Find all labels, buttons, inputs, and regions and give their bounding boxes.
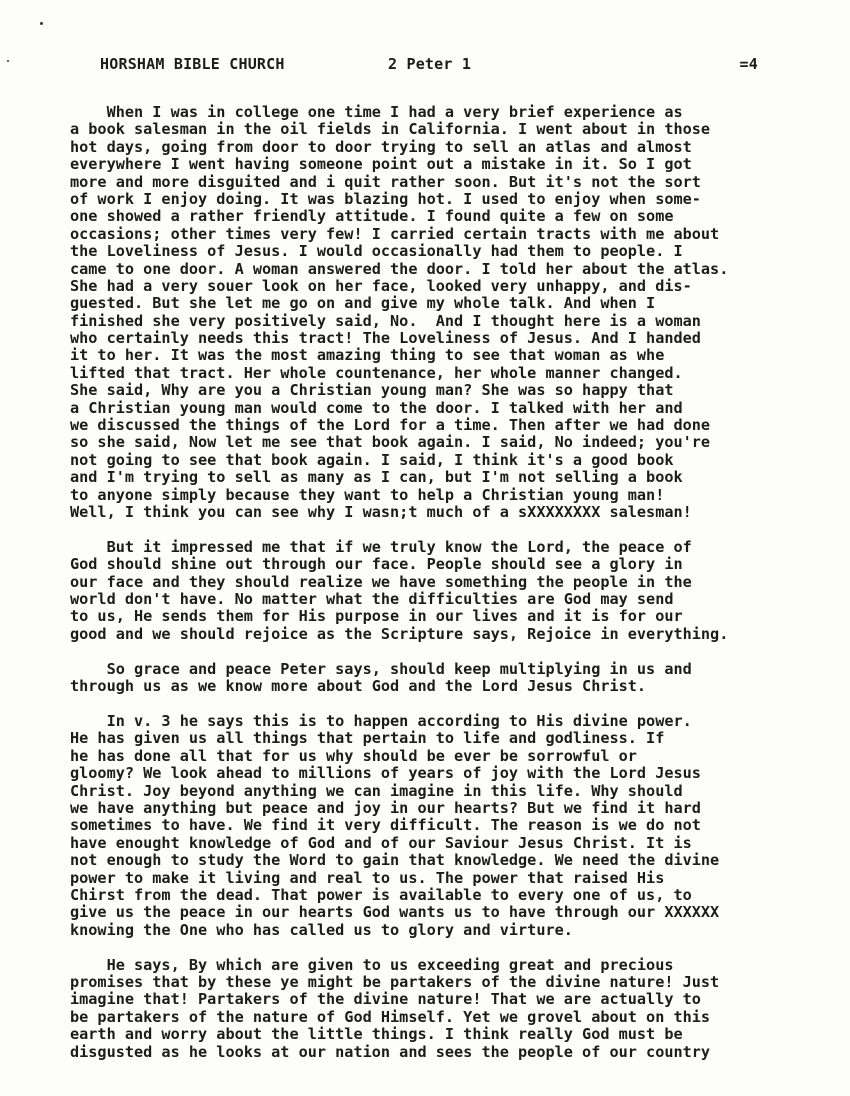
text-line: earth and worry about the little things. I think really God must be: [70, 1025, 683, 1044]
text-line: to anyone simply because they want to help a Christian young man!: [70, 485, 665, 504]
paragraph: [70, 957, 830, 1061]
text-line: imagine that! Partakers of the divine nature! That we are actually to: [70, 990, 701, 1009]
text-line: He says, By which are given to us exceeding great and precious: [70, 955, 674, 974]
paragraph: [70, 713, 830, 939]
text-line: we discussed the things of the Lord for a time. Then after we had done: [70, 416, 711, 435]
text-line: through us as we know more about God and the Lord Jesus Christ.: [70, 677, 647, 696]
text-line: our face and they should realize we have something the people in the: [70, 572, 692, 591]
page-number: =4: [739, 55, 758, 73]
text-line: a book salesman in the oil fields in California. I went about in those: [70, 120, 711, 139]
text-line: So grace and peace Peter says, should keep multiplying in us and: [70, 659, 692, 678]
text-line: came to one door. A woman answered the door. I told her about the atlas.: [70, 259, 729, 278]
text-line: world don't have. No matter what the difficulties are God may send: [70, 590, 674, 609]
text-line: guested. But she let me go on and give my whole talk. And when I: [70, 294, 656, 313]
text-line: a Christian young man would come to the door. I talked with her and: [70, 398, 683, 417]
text-line: When I was in college one time I had a very brief experience as: [70, 103, 683, 121]
text-line: good and we should rejoice as the Scripture says, Rejoice in everything.: [70, 624, 729, 643]
text-line: sometimes to have. We find it very difficult. The reason is we do not: [70, 816, 701, 835]
passage-reference: 2 Peter 1: [388, 55, 472, 73]
church-name: HORSHAM BIBLE CHURCH: [100, 55, 285, 73]
text-line: She said, Why are you a Christian young man? She was so happy that: [70, 381, 674, 400]
paragraph: [70, 104, 830, 521]
text-line: finished she very positively said, No. And I thought here is a woman: [70, 311, 701, 330]
text-line: not enough to study the Word to gain that knowledge. We need the divine: [70, 851, 720, 870]
text-line: hot days, going from door to door trying to sell an atlas and almost: [70, 137, 692, 156]
text-line: Christ. Joy beyond anything we can imagine in this life. Why should: [70, 781, 683, 800]
text-line: everywhere I went having someone point out a mistake in it. So I got: [70, 155, 692, 174]
text-line: we have anything but peace and joy in our hearts? But we find it hard: [70, 798, 701, 817]
margin-mark: [40, 22, 43, 25]
text-line: he has done all that for us why should be ever be sorrowful or: [70, 746, 637, 765]
paragraph: [70, 539, 830, 643]
text-line: God should shine out through our face. People should see a glory in: [70, 555, 683, 574]
text-line: She had a very souer look on her face, looked very unhappy, and dis-: [70, 276, 692, 295]
text-line: one showed a rather friendly attitude. I found quite a few on some: [70, 207, 674, 226]
text-line: it to her. It was the most amazing thing to see that woman as whe: [70, 346, 665, 365]
text-line: He has given us all things that pertain to life and godliness. If: [70, 729, 665, 748]
text-line: have enought knowledge of God and of our Saviour Jesus Christ. It is: [70, 833, 692, 852]
text-line: who certainly needs this tract! The Loveliness of Jesus. And I handed: [70, 329, 701, 348]
text-line: more and more disguited and i quit rather soon. But it's not the sort: [70, 172, 701, 191]
text-line: disgusted as he looks at our nation and sees the people of our country: [70, 1042, 711, 1061]
text-line: give us the peace in our hearts God wants us to have through our XXXXXX: [70, 903, 720, 922]
text-line: In v. 3 he says this is to happen according to His divine power.: [70, 712, 692, 730]
text-line: Chirst from the dead. That power is available to every one of us, to: [70, 885, 692, 904]
text-line: so she said, Now let me see that book again. I said, No indeed; you're: [70, 433, 711, 452]
page-header: [100, 55, 758, 77]
text-line: the Loveliness of Jesus. I would occasionally had them to people. I: [70, 242, 683, 261]
text-line: promises that by these ye might be partakers of the divine nature! Just: [70, 972, 720, 991]
sermon-text: [70, 104, 830, 1078]
text-line: be partakers of the nature of God Himself. Yet we grovel about on this: [70, 1007, 711, 1026]
text-line: lifted that tract. Her whole countenance, her whole manner changed.: [70, 363, 683, 382]
paragraph: [70, 661, 830, 696]
text-line: of work I enjoy doing. It was blazing hot. I used to enjoy when some-: [70, 189, 701, 208]
text-line: But it impressed me that if we truly know the Lord, the peace of: [70, 537, 692, 556]
text-line: and I'm trying to sell as many as I can, but I'm not selling a book: [70, 468, 683, 487]
margin-mark: [7, 60, 9, 62]
text-line: occasions; other times very few! I carried certain tracts with me about: [70, 224, 720, 243]
text-line: Well, I think you can see why I wasn;t much of a sXXXXXXXX salesman!: [70, 502, 692, 521]
text-line: power to make it living and real to us. The power that raised His: [70, 868, 665, 887]
text-line: to us, He sends them for His purpose in our lives and it is for our: [70, 607, 683, 626]
text-line: gloomy? We look ahead to millions of years of joy with the Lord Jesus: [70, 764, 701, 783]
text-line: knowing the One who has called us to glory and virture.: [70, 920, 573, 939]
text-line: not going to see that book again. I said, I think it's a good book: [70, 450, 674, 469]
